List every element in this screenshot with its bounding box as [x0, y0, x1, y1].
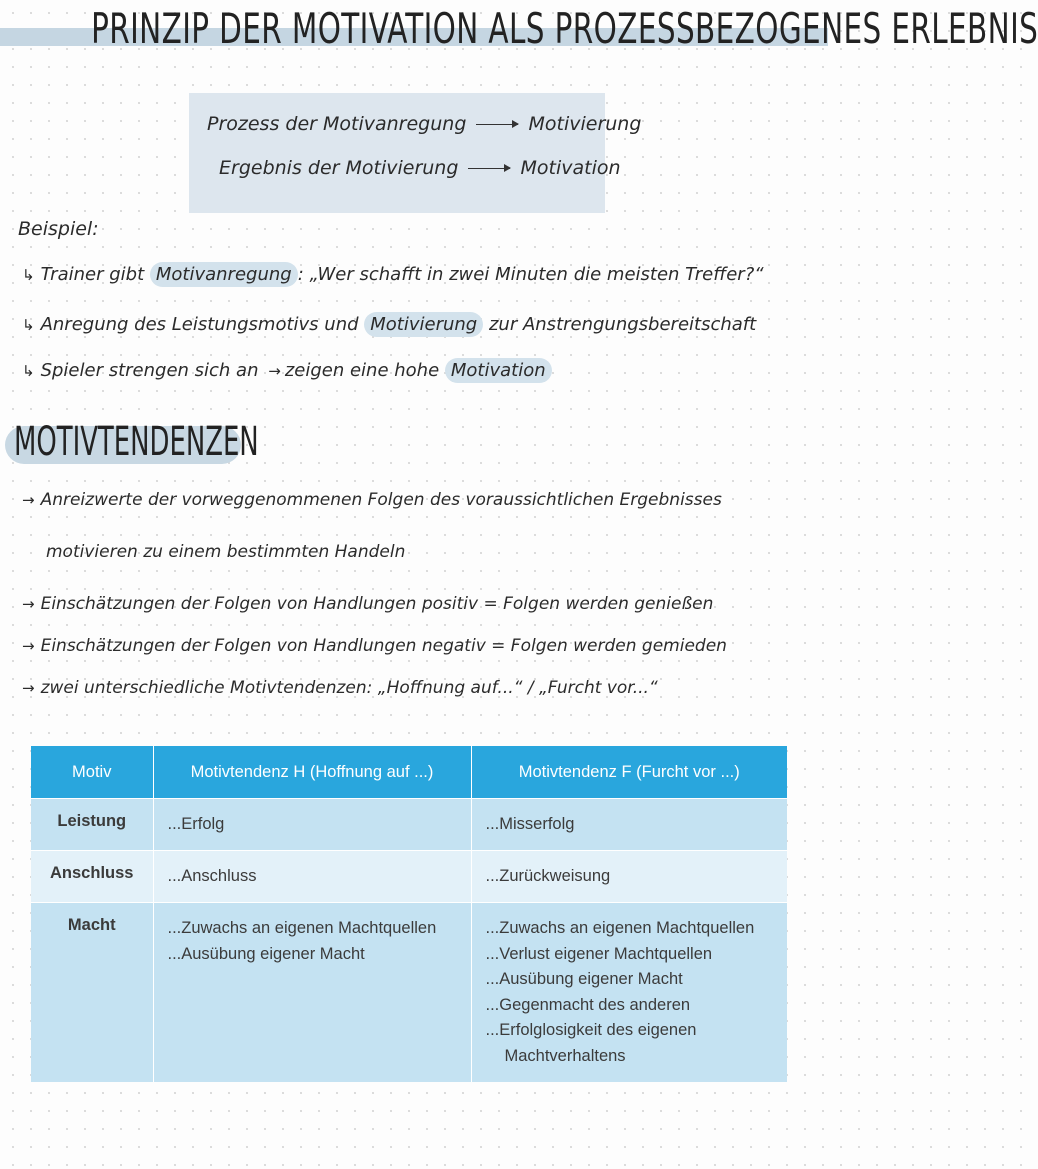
point-text: motivieren zu einem bestimmten Handeln: [46, 542, 406, 562]
arrow-icon: →: [22, 595, 35, 613]
cell-text: ...Ausübung eigener Macht: [167, 944, 365, 963]
example-text: zeigen eine hohe: [284, 360, 440, 381]
cell-text: ...Gegenmacht des anderen: [485, 995, 691, 1014]
arrow-icon: [468, 168, 510, 169]
table-row: [31, 903, 787, 1083]
example-heading: Beispiel:: [18, 218, 99, 240]
motive-cell: Anschluss: [31, 851, 153, 903]
page-title: PRINZIP DER MOTIVATION ALS PROZESSBEZOGENES ERLEBNIS: [91, 4, 1038, 53]
point-item: [22, 490, 722, 510]
definition-term: Ergebnis der Motivierung: [219, 157, 459, 179]
highlight-term: Motivation: [445, 358, 552, 383]
cell-text: ...Zurückweisung: [485, 867, 611, 885]
motive-table: [31, 746, 787, 1082]
motive-cell: Leistung: [31, 799, 153, 851]
definition-result: Motivierung: [528, 113, 642, 135]
cell-text: ...Zuwachs an eigenen Machtquellen: [485, 919, 755, 937]
arrow-icon: [476, 124, 518, 125]
example-text: : „Wer schafft in zwei Minuten die meisten Treffer?“: [297, 264, 764, 285]
fear-cell: [471, 851, 787, 903]
point-item: [22, 594, 713, 614]
cell-text: ...Erfolg: [167, 815, 225, 833]
example-text: Trainer gibt: [40, 264, 145, 285]
motive-cell: Macht: [31, 903, 153, 1083]
section-title: MOTIVTENDENZEN: [14, 419, 259, 465]
point-item: [46, 542, 405, 562]
arrow-icon: →: [22, 637, 35, 655]
point-text: Einschätzungen der Folgen von Handlungen positiv = Folgen werden genießen: [40, 594, 714, 614]
example-text: zur Anstrengungsbereitschaft: [488, 314, 757, 335]
point-item: [22, 678, 658, 698]
example-line: [22, 314, 756, 335]
fear-cell: [471, 903, 787, 1083]
example-text: Anregung des Leistungsmotivs und: [40, 314, 359, 335]
definition-row: [219, 157, 621, 179]
table-header: Motiv: [31, 746, 153, 799]
arrow-icon: →: [268, 362, 281, 380]
cell-text: ...Erfolglosigkeit des eigenen: [485, 1021, 697, 1039]
cell-text: ...Zuwachs an eigenen Machtquellen: [167, 919, 437, 937]
highlight-term: Motivanregung: [150, 262, 298, 287]
table-header-row: [31, 746, 787, 799]
cell-text: ...Verlust eigener Machtquellen: [485, 944, 713, 963]
point-item: [22, 636, 727, 656]
hope-cell: [153, 799, 471, 851]
example-text: Spieler strengen sich an: [40, 360, 259, 381]
point-text: Einschätzungen der Folgen von Handlungen negativ = Folgen werden gemieden: [40, 636, 727, 656]
corner-arrow-icon: ↳: [22, 362, 35, 380]
definition-box: [189, 93, 642, 213]
cell-text: ...Ausübung eigener Macht: [485, 970, 683, 988]
arrow-icon: →: [22, 491, 35, 509]
definition-row: [207, 113, 641, 135]
point-text: zwei unterschiedliche Motivtendenzen: „Hoffnung auf...“ / „Furcht vor...“: [40, 678, 658, 698]
highlight-term: Motivierung: [364, 312, 483, 337]
corner-arrow-icon: ↳: [22, 316, 35, 334]
corner-arrow-icon: ↳: [22, 266, 35, 284]
hope-cell: [153, 851, 471, 903]
hope-cell: [153, 903, 471, 1083]
table-row: [31, 851, 787, 903]
definition-term: Prozess der Motivanregung: [207, 113, 467, 135]
table-header: Motivtendenz F (Furcht vor ...): [471, 746, 787, 799]
cell-text: Machtverhaltens: [504, 1046, 626, 1065]
table-header: Motivtendenz H (Hoffnung auf ...): [153, 746, 471, 799]
arrow-icon: →: [22, 679, 35, 697]
definition-result: Motivation: [520, 157, 621, 179]
cell-text: ...Anschluss: [167, 867, 257, 885]
fear-cell: [471, 799, 787, 851]
table-row: [31, 799, 787, 851]
example-line: [22, 360, 552, 381]
cell-text: ...Misserfolg: [485, 815, 575, 833]
point-text: Anreizwerte der vorweggenommenen Folgen des voraussichtlichen Ergebnisses: [40, 490, 722, 510]
example-line: [22, 264, 764, 285]
